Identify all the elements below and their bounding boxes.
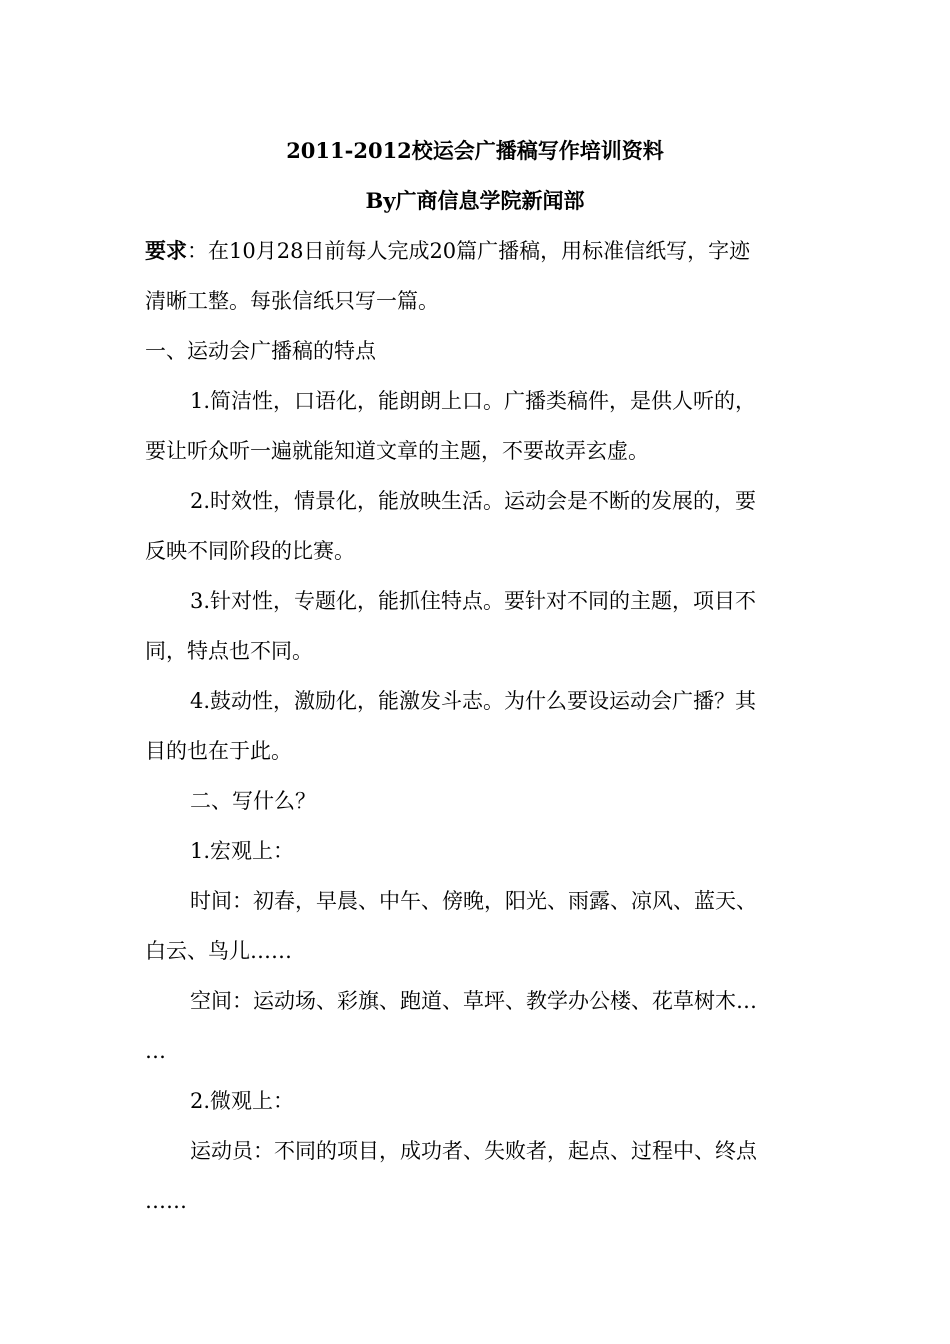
- requirement-line-2: 清晰工整。每张信纸只写一篇。: [145, 289, 439, 313]
- document-title: 2011-2012校运会广播稿写作培训资料: [286, 138, 664, 163]
- requirement-label: 要求: [145, 238, 187, 263]
- item4-line-1: 4.鼓动性，激励化，能激发斗志。为什么要设运动会广播？其: [190, 689, 757, 713]
- requirement-text-1: 在10月28日前每人完成20篇广播稿，用标准信纸写，字迹: [208, 239, 751, 263]
- macro-heading: 1.宏观上：: [190, 839, 295, 863]
- time-line-1: 时间：初春，早晨、中午、傍晚，阳光、雨露、凉风、蓝天、: [190, 889, 757, 913]
- item4-line-2: 目的也在于此。: [145, 739, 292, 763]
- item2-line-2: 反映不同阶段的比赛。: [145, 539, 355, 563]
- section2-heading: 二、写什么？: [190, 789, 316, 813]
- section1-heading: 一、运动会广播稿的特点: [145, 339, 376, 363]
- item1-line-1: 1.简洁性，口语化，能朗朗上口。广播类稿件，是供人听的，: [190, 389, 757, 413]
- space-line-1: 空间：运动场、彩旗、跑道、草坪、教学办公楼、花草树木…: [190, 989, 757, 1013]
- micro-heading: 2.微观上：: [190, 1089, 295, 1113]
- item3-line-1: 3.针对性，专题化，能抓住特点。要针对不同的主题，项目不: [190, 589, 757, 613]
- item3-line-2: 同，特点也不同。: [145, 639, 313, 663]
- space-line-2: …: [145, 1039, 166, 1063]
- item2-line-1: 2.时效性，情景化，能放映生活。运动会是不断的发展的，要: [190, 489, 757, 513]
- athlete-line-1: 运动员：不同的项目，成功者、失败者，起点、过程中、终点: [190, 1139, 757, 1163]
- document-subtitle: By广商信息学院新闻部: [365, 188, 585, 213]
- item1-line-2: 要让听众听一遍就能知道文章的主题，不要故弄玄虚。: [145, 439, 649, 463]
- requirement-colon: ：: [187, 239, 208, 263]
- athlete-line-2: ……: [145, 1189, 187, 1213]
- requirement-line-1: [145, 236, 750, 266]
- time-line-2: 白云、鸟儿……: [145, 939, 292, 963]
